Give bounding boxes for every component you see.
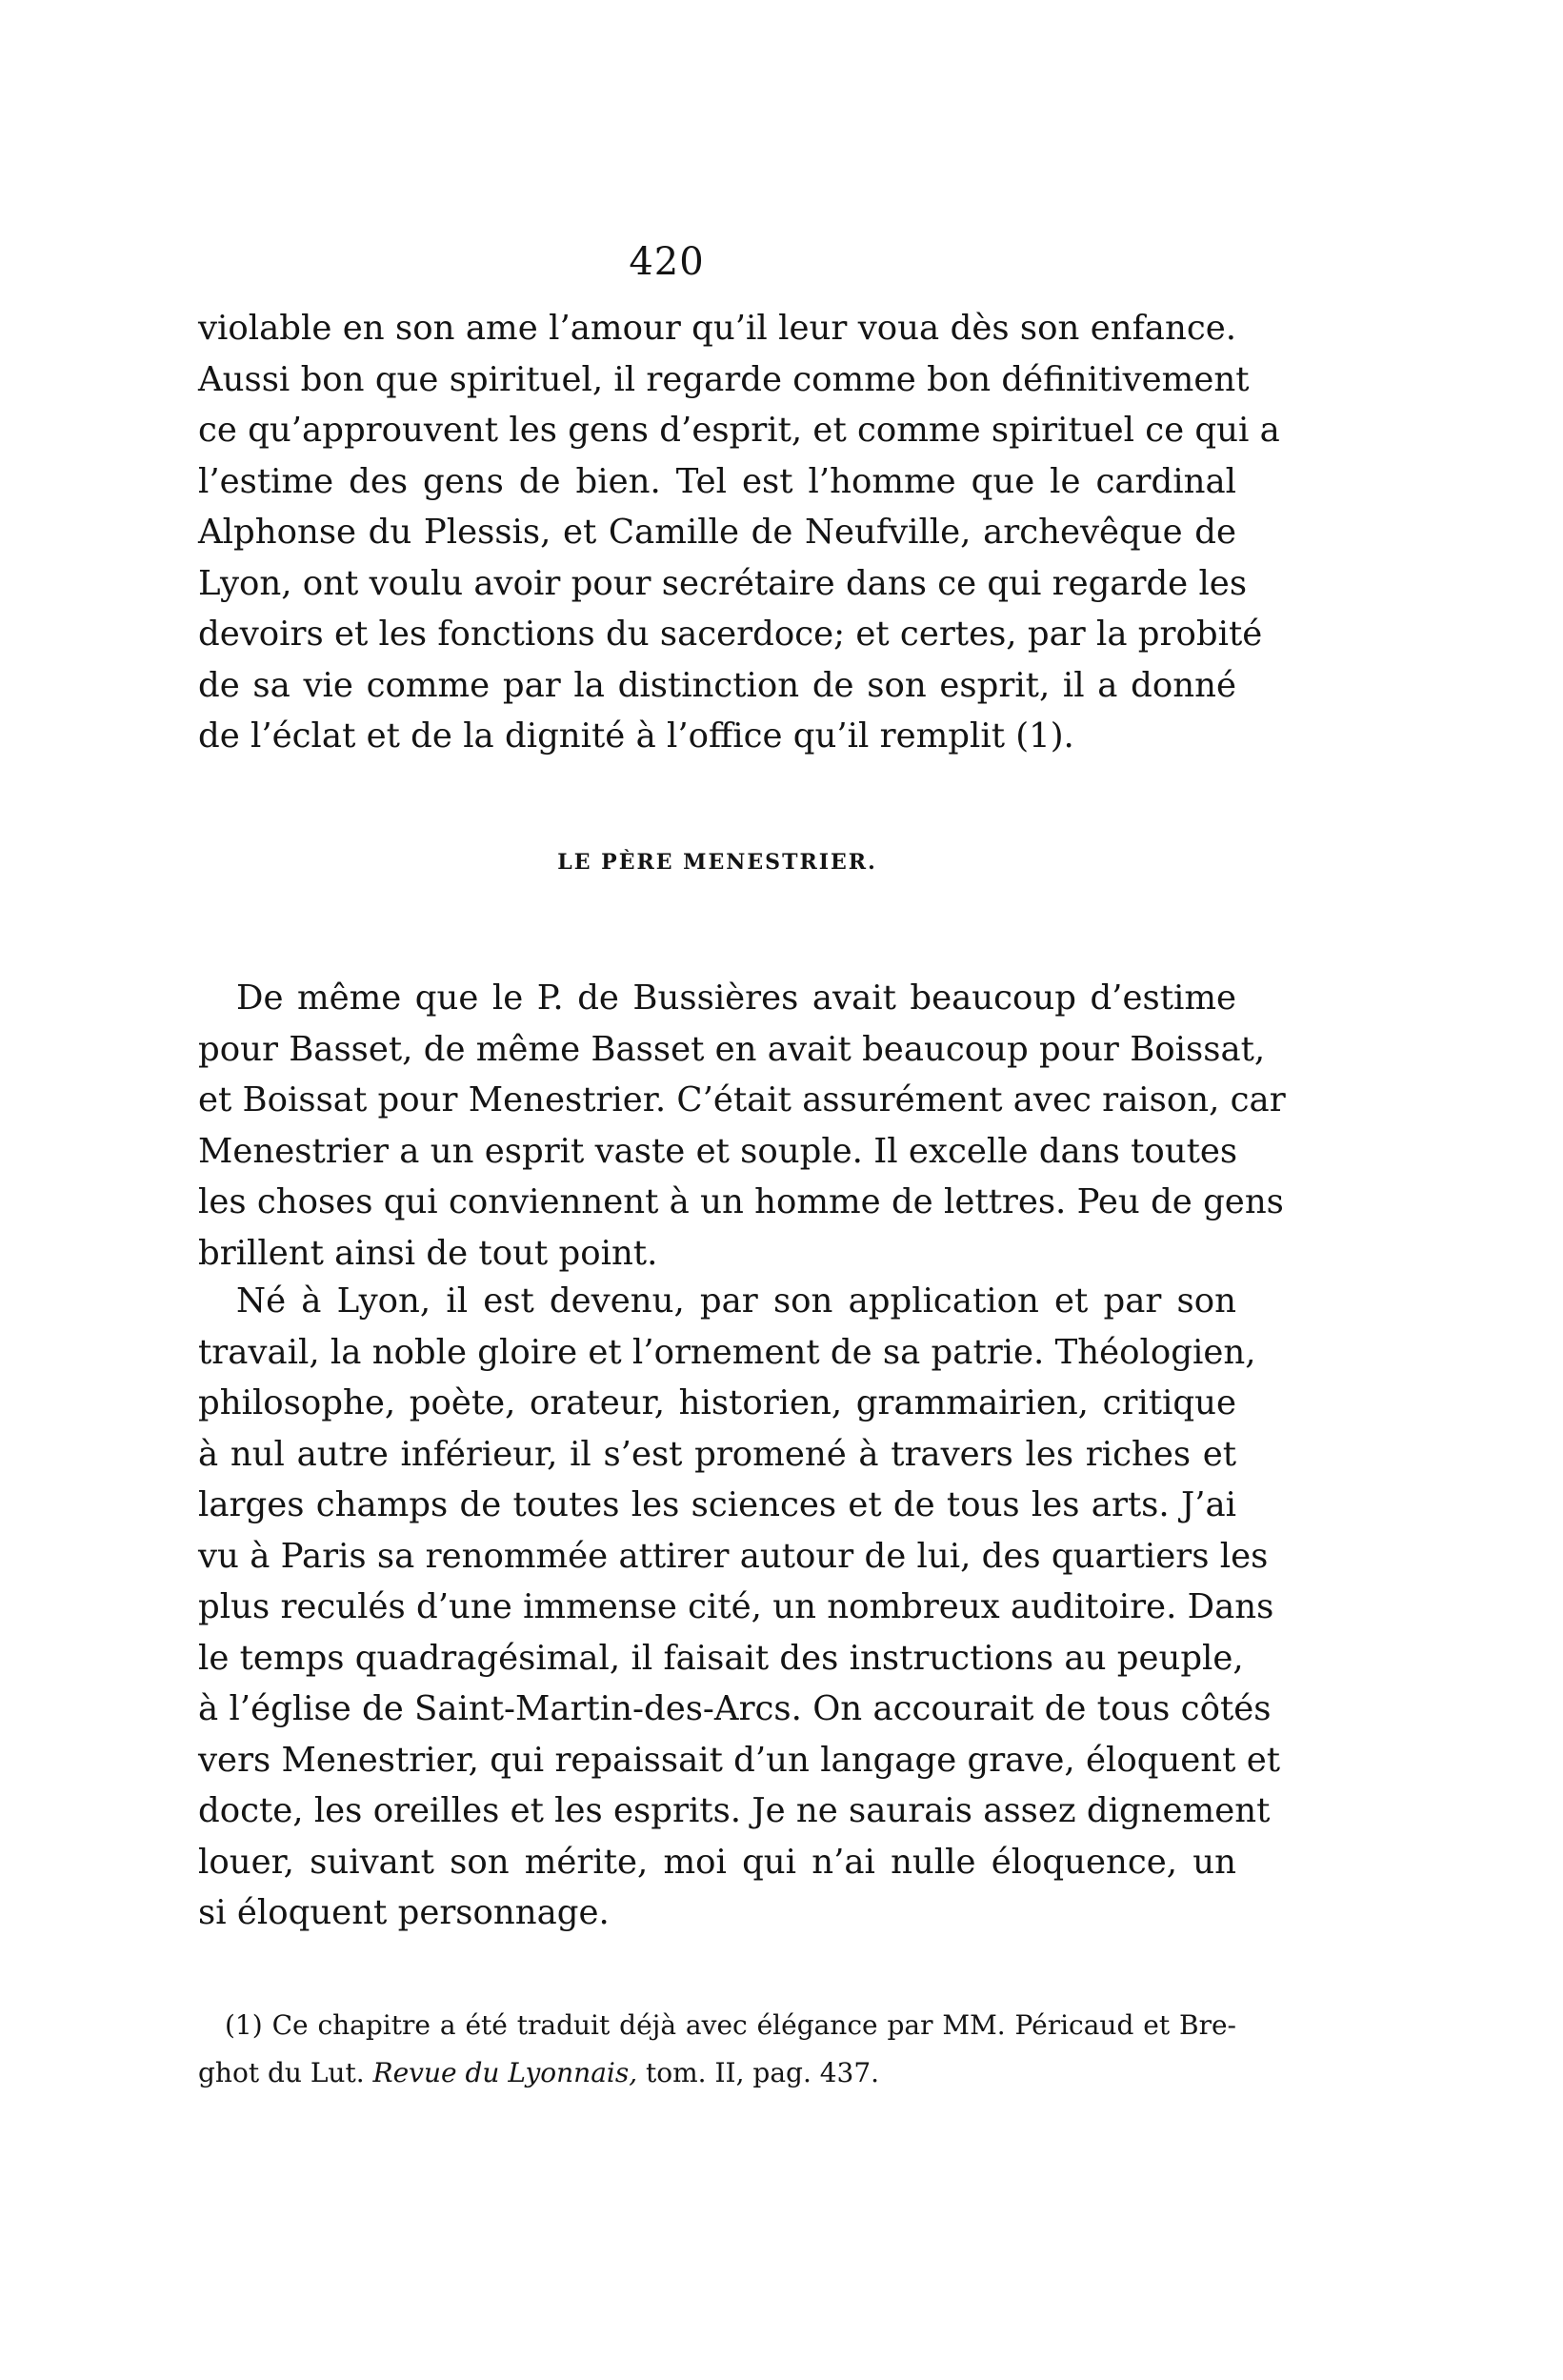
footnote-text: ghot du Lut. xyxy=(198,2057,365,2088)
text-line: à nul autre inférieur, il s’est promené à travers les riches et xyxy=(198,1434,1236,1474)
text-line: plus reculés d’une immense cité, un nombreux auditoire. Dans xyxy=(198,1587,1274,1626)
footnote-line xyxy=(198,2049,1236,2097)
text-line: vers Menestrier, qui repaissait d’un langage grave, éloquent et xyxy=(198,1740,1280,1780)
text-line: larges champs de toutes les sciences et de tous les arts. J’ai xyxy=(198,1485,1236,1524)
text-line: Lyon, ont voulu avoir pour secrétaire dans ce qui regarde les xyxy=(198,563,1248,603)
text-line: De même que le P. de Bussières avait beaucoup d’estime xyxy=(236,978,1236,1018)
text-line: travail, la noble gloire et l’ornement de sa patrie. Théologien, xyxy=(198,1332,1256,1372)
text-line: le temps quadragésimal, il faisait des instructions au peuple, xyxy=(198,1638,1244,1678)
text-line: Menestrier a un esprit vaste et souple. Il excelle dans toutes xyxy=(198,1131,1238,1171)
text-line: à l’église de Saint-Martin-des-Arcs. On accourait de tous côtés xyxy=(198,1689,1272,1728)
page-number: 420 xyxy=(629,240,705,284)
paragraph-1 xyxy=(198,303,1280,762)
text-line: violable en son ame l’amour qu’il leur voua dès son enfance. xyxy=(198,309,1236,348)
text-line: Né à Lyon, il est devenu, par son application et par son xyxy=(236,1281,1236,1321)
text-line: si éloquent personnage. xyxy=(198,1893,610,1932)
text-line: l’estime des gens de bien. Tel est l’homme que le cardinal xyxy=(198,461,1236,501)
text-line: docte, les oreilles et les esprits. Je ne saurais assez dignement xyxy=(198,1791,1271,1830)
text-line: de l’éclat et de la dignité à l’office qu’il remplit (1). xyxy=(198,716,1074,756)
footnote xyxy=(198,2002,1236,2097)
paragraph-3 xyxy=(198,1276,1280,1939)
text-line: pour Basset, de même Basset en avait beaucoup pour Boissat, xyxy=(198,1029,1266,1069)
text-line: et Boissat pour Menestrier. C’était assurément avec raison, car xyxy=(198,1080,1286,1119)
section-heading: LE PÈRE MENESTRIER. xyxy=(557,850,877,875)
text-line: de sa vie comme par la distinction de son esprit, il a donné xyxy=(198,665,1236,705)
text-line: philosophe, poète, orateur, historien, grammairien, critique xyxy=(198,1383,1236,1422)
text-line: Aussi bon que spirituel, il regarde comme bon définitivement xyxy=(198,359,1250,399)
paragraph-2 xyxy=(198,973,1286,1279)
footnote-reference: tom. II, pag. 437. xyxy=(646,2057,880,2088)
text-line: ce qu’approuvent les gens d’esprit, et comme spirituel ce qui a xyxy=(198,411,1280,450)
footnote-line: (1) Ce chapitre a été traduit déjà avec élégance par MM. Péricaud et Bre- xyxy=(225,2009,1236,2041)
text-line: les choses qui conviennent à un homme de lettres. Peu de gens xyxy=(198,1182,1284,1221)
footnote-journal-title: Revue du Lyonnais, xyxy=(372,2057,638,2088)
text-line: brillent ainsi de tout point. xyxy=(198,1233,658,1273)
text-line: devoirs et les fonctions du sacerdoce; et certes, par la probité xyxy=(198,615,1263,654)
text-line: louer, suivant son mérite, moi qui n’ai nulle éloquence, un xyxy=(198,1842,1236,1882)
text-line: Alphonse du Plessis, et Camille de Neufville, archevêque de xyxy=(198,513,1236,552)
text-line: vu à Paris sa renommée attirer autour de lui, des quartiers les xyxy=(198,1536,1269,1576)
